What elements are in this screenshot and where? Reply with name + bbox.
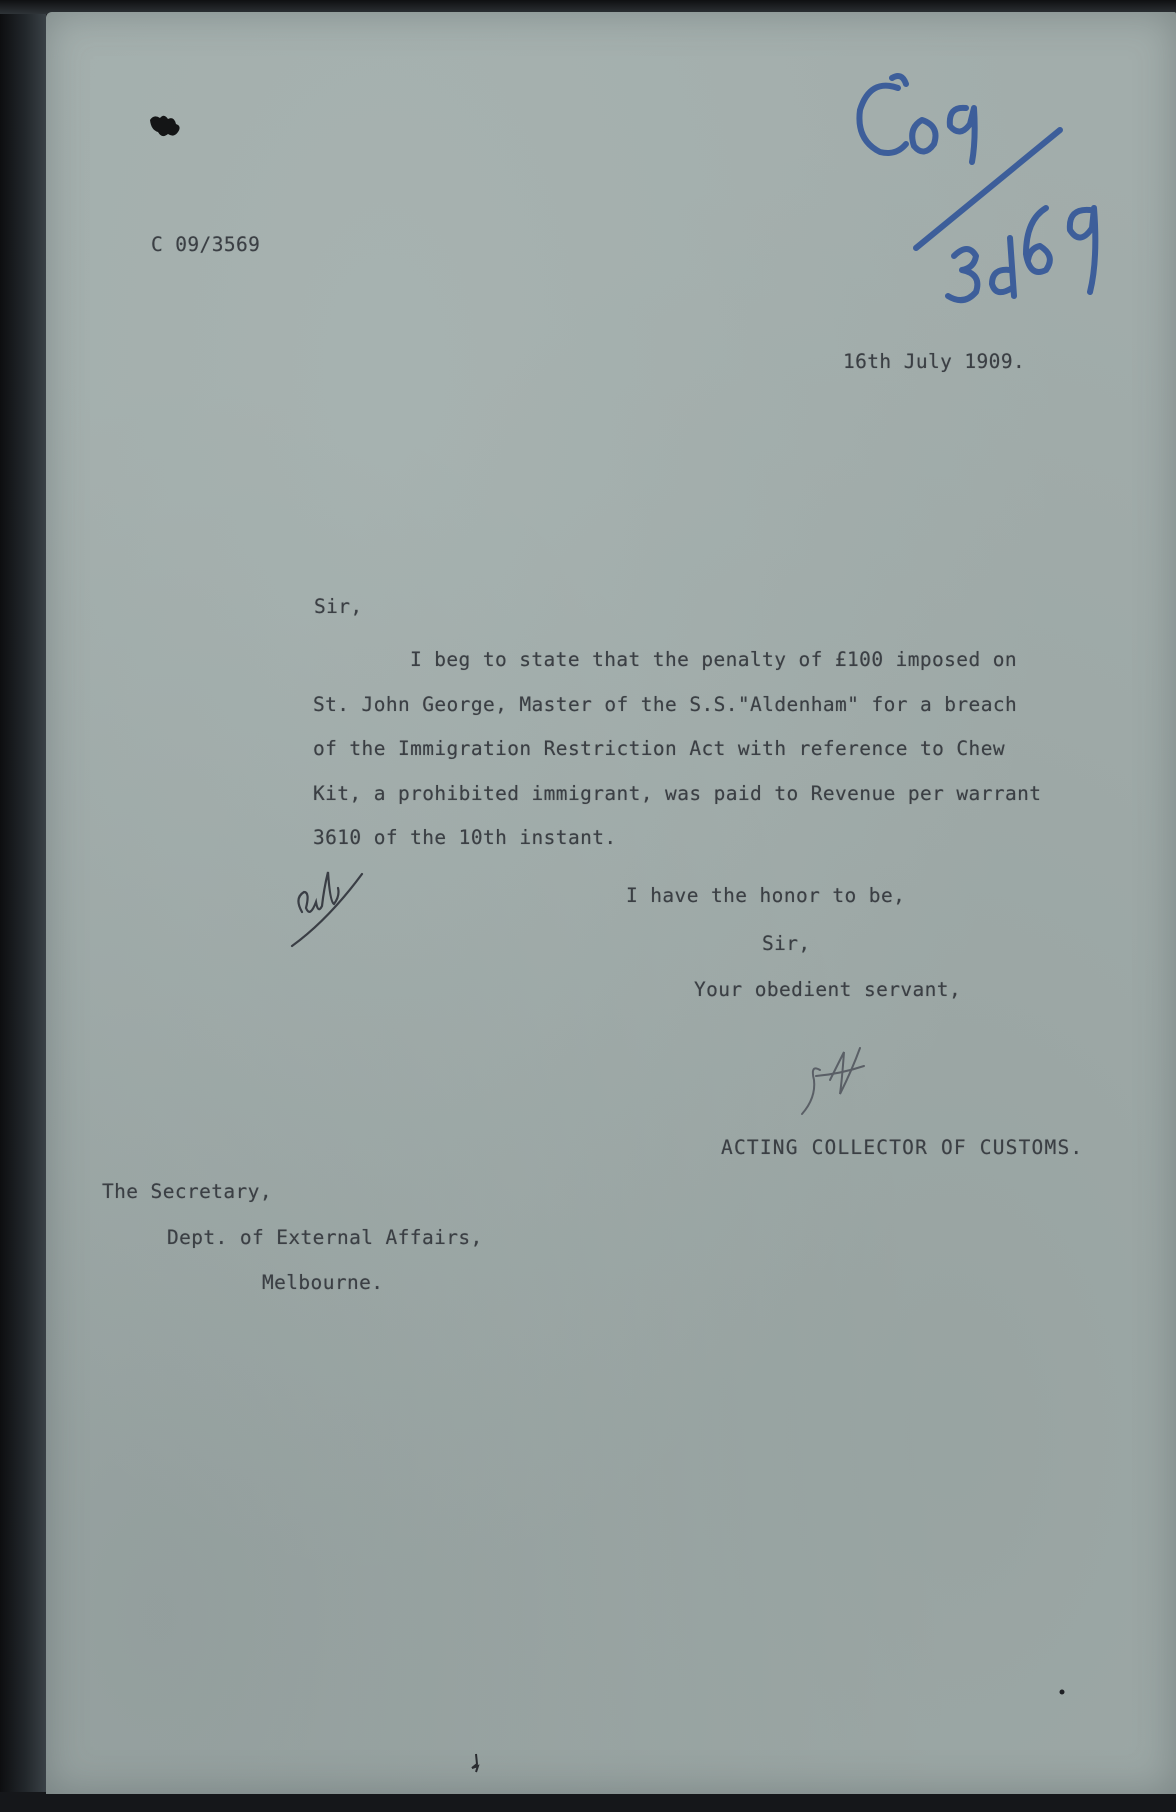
letter-body xyxy=(313,638,1041,861)
closing-line-2: Sir, xyxy=(762,932,811,955)
scan-frame-bottom xyxy=(0,1792,1176,1812)
paper-speck xyxy=(1058,1688,1066,1696)
handwritten-file-number xyxy=(850,70,1110,330)
body-line: I beg to state that the penalty of £100 imposed on xyxy=(410,648,1017,671)
signature-mark xyxy=(790,1040,890,1120)
addressee-line-3: Melbourne. xyxy=(262,1271,384,1294)
document-reference: C 09/3569 xyxy=(151,233,261,256)
body-line: of the Immigration Restriction Act with reference to Chew xyxy=(313,737,1005,760)
ink-blot-mark xyxy=(148,112,192,142)
salutation: Sir, xyxy=(314,595,363,618)
closing-line-1: I have the honor to be, xyxy=(626,884,906,907)
paper-speck xyxy=(468,1752,484,1774)
scan-frame-left xyxy=(0,0,46,1812)
addressee-line-2: Dept. of External Affairs, xyxy=(167,1226,483,1249)
body-line: Kit, a prohibited immigrant, was paid to Revenue per warrant xyxy=(313,781,1042,805)
body-line: 3610 of the 10th instant. xyxy=(313,826,617,849)
initials-mark xyxy=(288,858,368,948)
addressee-line-1: The Secretary, xyxy=(102,1180,272,1203)
letter-date: 16th July 1909. xyxy=(843,350,1026,373)
signatory-title: ACTING COLLECTOR OF CUSTOMS. xyxy=(721,1136,1084,1159)
body-line: St. John George, Master of the S.S."Aldenham" for a breach xyxy=(313,692,1018,716)
closing-line-3: Your obedient servant, xyxy=(694,978,962,1001)
